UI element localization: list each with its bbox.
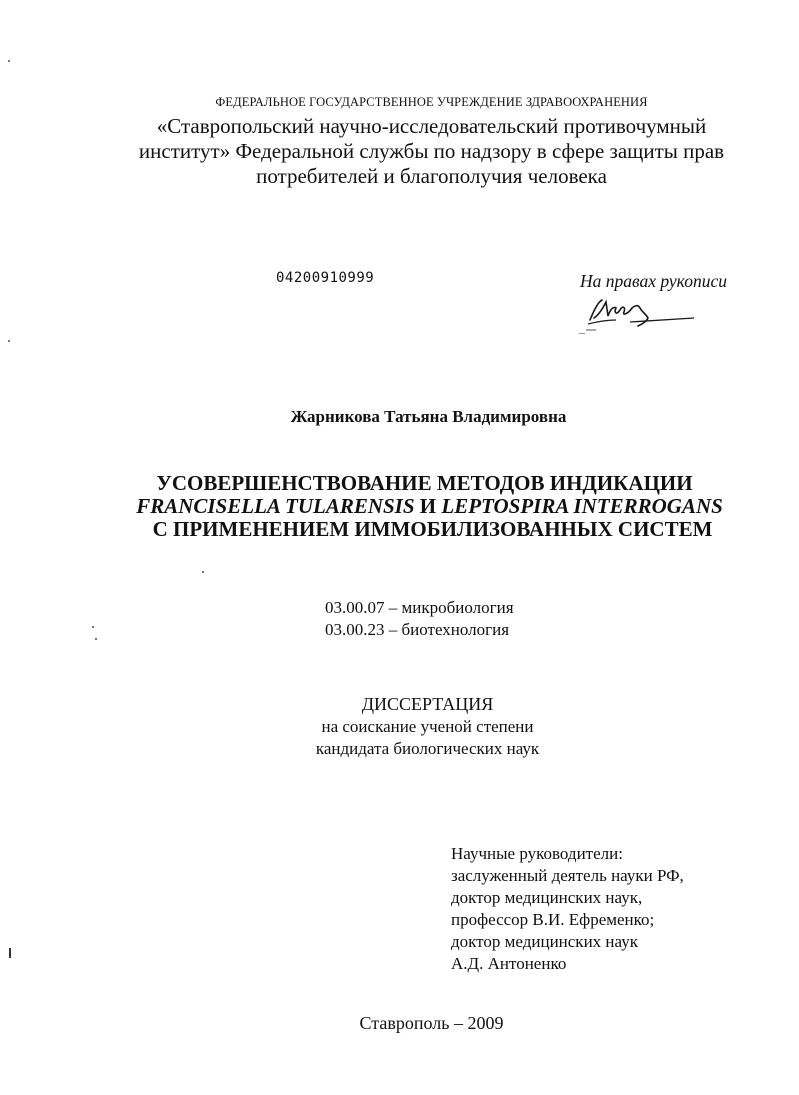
- dissertation-degree-line-1: на соискание ученой степени: [321, 717, 534, 736]
- document-number: 04200910999: [276, 270, 375, 286]
- supervisor-line: доктор медицинских наук: [451, 932, 638, 951]
- institution-name-line-1: «Ставропольский научно-исследовательский противочумный: [156, 114, 707, 138]
- institution-name-line-3: потребителей и благополучия человека: [256, 164, 607, 188]
- organism-leptospira: LEPTOSPIRA INTERROGANS: [441, 494, 723, 518]
- scan-speck: [95, 638, 97, 640]
- title-line-3: С ПРИМЕНЕНИЕМ ИММОБИЛИЗОВАННЫХ СИСТЕМ: [152, 517, 713, 541]
- organism-francisella: FRANCISELLA TULARENSIS: [136, 494, 415, 518]
- signature-image: [586, 296, 696, 336]
- supervisor-line: доктор медицинских наук,: [451, 888, 643, 907]
- scan-speck: [8, 60, 10, 62]
- supervisor-line: А.Д. Антоненко: [451, 954, 567, 973]
- scan-speck: [92, 626, 94, 628]
- scan-speck: [9, 948, 11, 958]
- title-conjunction: И: [414, 494, 442, 518]
- place-year: Ставрополь – 2009: [359, 1013, 504, 1033]
- specialty-microbiology: 03.00.07 – микробиология: [325, 598, 514, 617]
- supervisor-line: заслуженный деятель науки РФ,: [451, 866, 684, 885]
- supervisors-heading: Научные руководители:: [451, 844, 623, 863]
- institution-name-line-2: институт» Федеральной службы по надзору в сфере защиты прав: [138, 139, 725, 163]
- rights-note: На правах рукописи: [580, 271, 727, 291]
- dissertation-degree-line-2: кандидата биологических наук: [315, 739, 540, 758]
- institution-type: ФЕДЕРАЛЬНОЕ ГОСУДАРСТВЕННОЕ УЧРЕЖДЕНИЕ ЗДРАВООХРАНЕНИЯ: [215, 95, 648, 109]
- author-name: Жарникова Татьяна Владимировна: [290, 407, 567, 426]
- scan-speck: [8, 340, 10, 342]
- scan-speck: [202, 571, 204, 573]
- supervisor-line: профессор В.И. Ефременко;: [451, 910, 655, 929]
- specialty-biotechnology: 03.00.23 – биотехнология: [325, 620, 510, 639]
- dissertation-heading: ДИССЕРТАЦИЯ: [361, 694, 494, 714]
- scan-speck: [579, 333, 585, 334]
- title-line-1: УСОВЕРШЕНСТВОВАНИЕ МЕТОДОВ ИНДИКАЦИИ: [156, 471, 693, 495]
